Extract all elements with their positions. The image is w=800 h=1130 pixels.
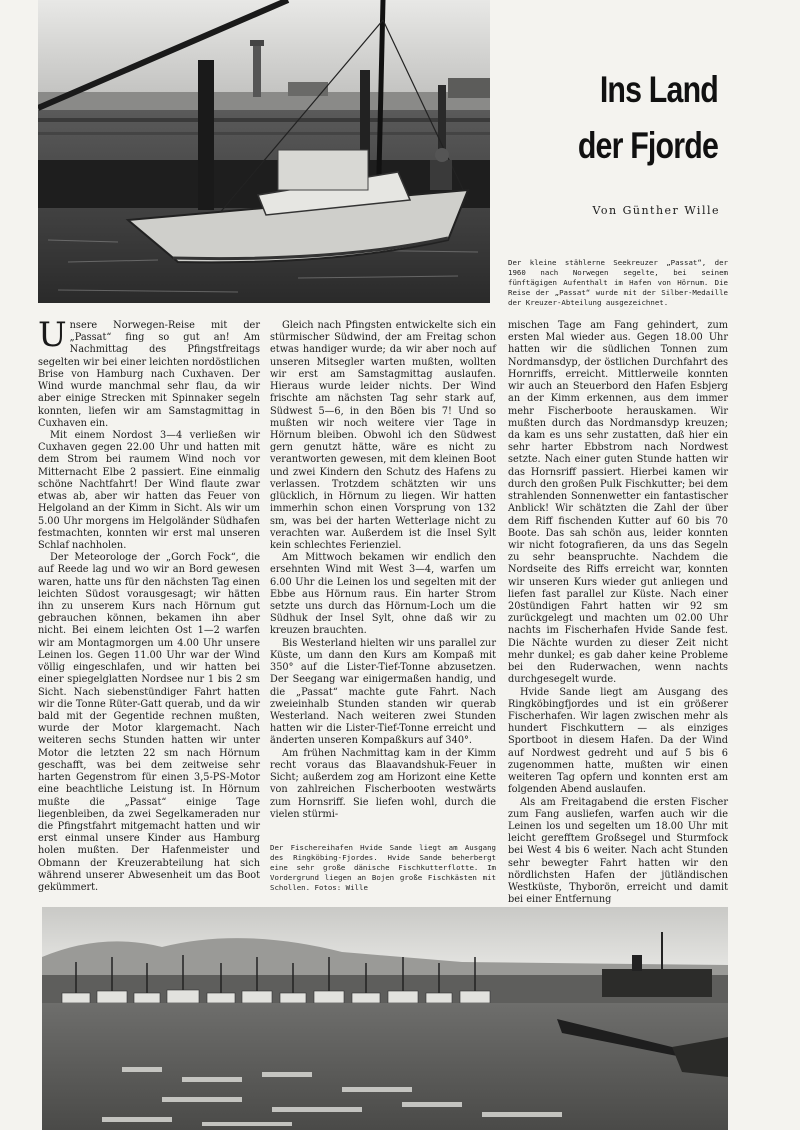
article-column-2 (270, 320, 496, 821)
paragraph: Am Mittwoch bekamen wir endlich den ersehnten Wind mit West 3—4, warfen um 6.00 Uhr die Leinen los und segelten mit der Ebbe aus Hörnum raus. Ein harter Strom setzte uns durch das Hörnum-Loch um die Südhuk der Insel Sylt, ohne daß wir zu kreuzen brauchten. (270, 552, 496, 637)
sailboat-photo (38, 0, 490, 303)
paragraph: Als am Freitagabend die ersten Fischer zum Fang ausliefen, warfen auch wir die Leinen los und segelten um 18.00 Uhr mit leicht gerefftem Großsegel und Sturmfock bei West 4 bis 6 weiter. Nach acht Stunden sehr bewegter Fahrt hatten wir den nördlichsten Hafen der jütländischen Westküste, Thyborön, erreicht und damit bei einer Entfernung (508, 796, 728, 906)
title-line-2: der Fjorde (577, 125, 718, 166)
paragraph (38, 315, 260, 430)
photo-caption-top: Der kleine stählerne Seekreuzer „Passat“, der 1960 nach Norwegen segelte, bei seinem fünftägigen Aufenthalt im Hafen von Hörnum. Die Reise der „Passat“ wurde mit der Silber-Medaille der Kreuzer-Abteilung ausgezeichnet. (508, 258, 728, 307)
paragraph-text: nsere Norwegen-Reise mit der „Passat“ fing so gut an! Am Nachmittag des Pfingstfreitags segelten wir bei einer leichten nordöstlichen Brise von Hamburg nach Cuxhaven. Der Wind wurde manchmal sehr flau, da wir aber einige Strecken mit Spinnaker segeln konnten, liefen wir am Samstagmittag in Cuxhaven ein. (38, 320, 260, 429)
article-column-3 (508, 320, 728, 907)
paragraph: Gleich nach Pfingsten entwickelte sich ein stürmischer Südwind, der am Freitag schon etwas handiger wurde; da wir aber noch auf unseren Mitsegler warten mußten, wollten wir erst am Samstagmittag auslaufen. Hieraus wurde leider nichts. Der Wind frischte am nächsten Tag sehr stark auf, Südwest 5—6, in den Böen bis 7! Und so mußten wir noch weitere vier Tage in Hörnum bleiben. Obwohl ich den Südwest gern genutzt hätte, wäre es nicht zu verantworten gewesen, mit dem kleinen Boot und zwei Kindern den Schutz des Hafens zu verlassen. Trotzdem schätzten wir uns glücklich, in Hörnum zu liegen. Wir hatten immerhin schon einen Vorsprung von 132 sm, was bei der harten Wetterlage nicht zu verachten war. Außerdem ist die Insel Sylt kein schlechtes Ferienziel. (270, 320, 496, 551)
paragraph: Am frühen Nachmittag kam in der Kimm recht voraus das Blaavandshuk-Feuer in Sicht; außerdem zog am Horizont eine Kette von zahlreichen Fischerbooten westwärts zum Hornsriff. Sie liefen wohl, durch die vielen stürmi- (270, 747, 496, 820)
article-title (539, 62, 718, 174)
paragraph: Mit einem Nordost 3—4 verließen wir Cuxhaven gegen 22.00 Uhr und hatten mit dem Strom bei raumem Wind noch vor Mitternacht Elbe 2 passiert. Eine einmalig schöne Nachtfahrt! Der Wind flaute zwar etwas ab, aber wir hatten das Feuer von Helgoland an der Kimm in Sicht. Als wir um 5.00 Uhr morgens im Helgoländer Südhafen festmachten, konnten wir erst mal unseren Schlaf nachholen. (38, 429, 260, 551)
article-column-1 (38, 315, 260, 894)
harbour-photo (42, 907, 728, 1130)
drop-cap: U (38, 315, 67, 355)
photo-caption-bottom: Der Fischereihafen Hvide Sande liegt am Ausgang des Ringköbing-Fjordes. Hvide Sande beherbergt eine sehr große dänische Fischkutterflotte. Im Vordergrund liegen an Bojen große Fischkästen mit Schollen. Fotos: Wille (270, 843, 496, 892)
author-byline: Von Günther Wille (592, 204, 720, 217)
title-line-1: Ins Land (599, 69, 718, 110)
paragraph: Bis Westerland hielten wir uns parallel zur Küste, um dann den Kurs am Kompaß mit 350° auf die Lister-Tief-Tonne abzusetzen. Der Seegang war einigermaßen handig, und die „Passat“ machte gute Fahrt. Nach zweieinhalb Stunden standen wir querab Westerland. Nach weiteren zwei Stunden hatten wir die Lister-Tief-Tonne erreicht und änderten unseren Kompaßkurs auf 340°. (270, 637, 496, 747)
paragraph: Hvide Sande liegt am Ausgang des Ringköbingfjordes und ist ein größerer Fischerhafen. Wir lagen zwischen mehr als hundert Fischkuttern — als einziges Sportboot in diesem Hafen. Da der Wind auf Nordwest gedreht und auf 5 bis 6 zugenommen hatte, mußten wir einen weiteren Tag opfern und konnten erst am folgenden Abend auslaufen. (508, 686, 728, 796)
paragraph: mischen Tage am Fang gehindert, zum ersten Mal wieder aus. Gegen 18.00 Uhr hatten wir die südlichen Tonnen zum Nordmansdyp, der östlichen Durchfahrt des Hornriffs, erreicht. Mittlerweile konnten wir auch an Steuerbord den Hafen Esbjerg an der Kimm erkennen, aus dem immer mehr Fischerboote herauskamen. Wir mußten durch das Nordmansdyp kreuzen; da kam es uns sehr zustatten, daß hier ein sehr harter Ebbstrom nach Nordwest setzte. Nach einer guten Stunde hatten wir das Hornsriff passiert. Hierbei kamen wir durch den großen Pulk Fischkutter; bei dem strahlenden Sonnenwetter ein fantastischer Anblick! Wir schätzten die Zahl der über dem Riff fischenden Kutter auf 60 bis 70 Boote. Das sah schön aus, leider konnten wir nicht fotografieren, da uns das Segeln zu sehr beanspruchte. Nachdem die Nordseite des Riffs erreicht war, konnten wir unseren Kurs wieder gut anliegen und liefen fast parallel zur Küste. Nach einer 20stündigen Fahrt hatten wir 92 sm zurückgelegt und machten um 02.00 Uhr nachts im Fischerhafen Hvide Sande fest. Die Nächte wurden zu dieser Zeit nicht mehr dunkel; es gab daher keine Probleme bei den Ruderwachen, wenn nachts durchgesegelt wurde. (508, 320, 728, 686)
paragraph: Der Meteorologe der „Gorch Fock“, die auf Reede lag und wo wir an Bord gewesen waren, hatte uns für den nächsten Tag einen leichten Südost vorausgesagt; wir hätten ihn zu unserem Kurs nach Hörnum gut gebrauchen können, bekamen ihn aber nicht. Bei einem leichten Ost 1—2 warfen wir am Montagmorgen um 4.00 Uhr unsere Leinen los. Gegen 11.00 Uhr war der Wind völlig eingeschlafen, und wir hatten bei einer spiegelglatten Nordsee nur 1 bis 2 sm Sicht. Nach siebenstündiger Fahrt hatten wir die Tonne Rüter-Gatt querab, und da wir bald mit der Gegentide rechnen mußten, wurde der Motor klargemacht. Nach weiteren sechs Stunden hatten wir unter Motor die letzten 22 sm nach Hörnum geschafft, was bei dem zeitweise sehr harten Gegenstrom für einen 3,5-PS-Motor eine beachtliche Leistung ist. In Hörnum mußte die „Passat“ einige Tage liegenbleiben, da zwei Segelkameraden nur die Pfingstfahrt mitgemacht hatten und wir erst einmal unsere Kinder aus Hamburg holen mußten. Der Hafenmeister und Obmann der Kreuzerabteilung hat sich während unserer Abwesenheit um das Boot gekümmert. (38, 552, 260, 894)
